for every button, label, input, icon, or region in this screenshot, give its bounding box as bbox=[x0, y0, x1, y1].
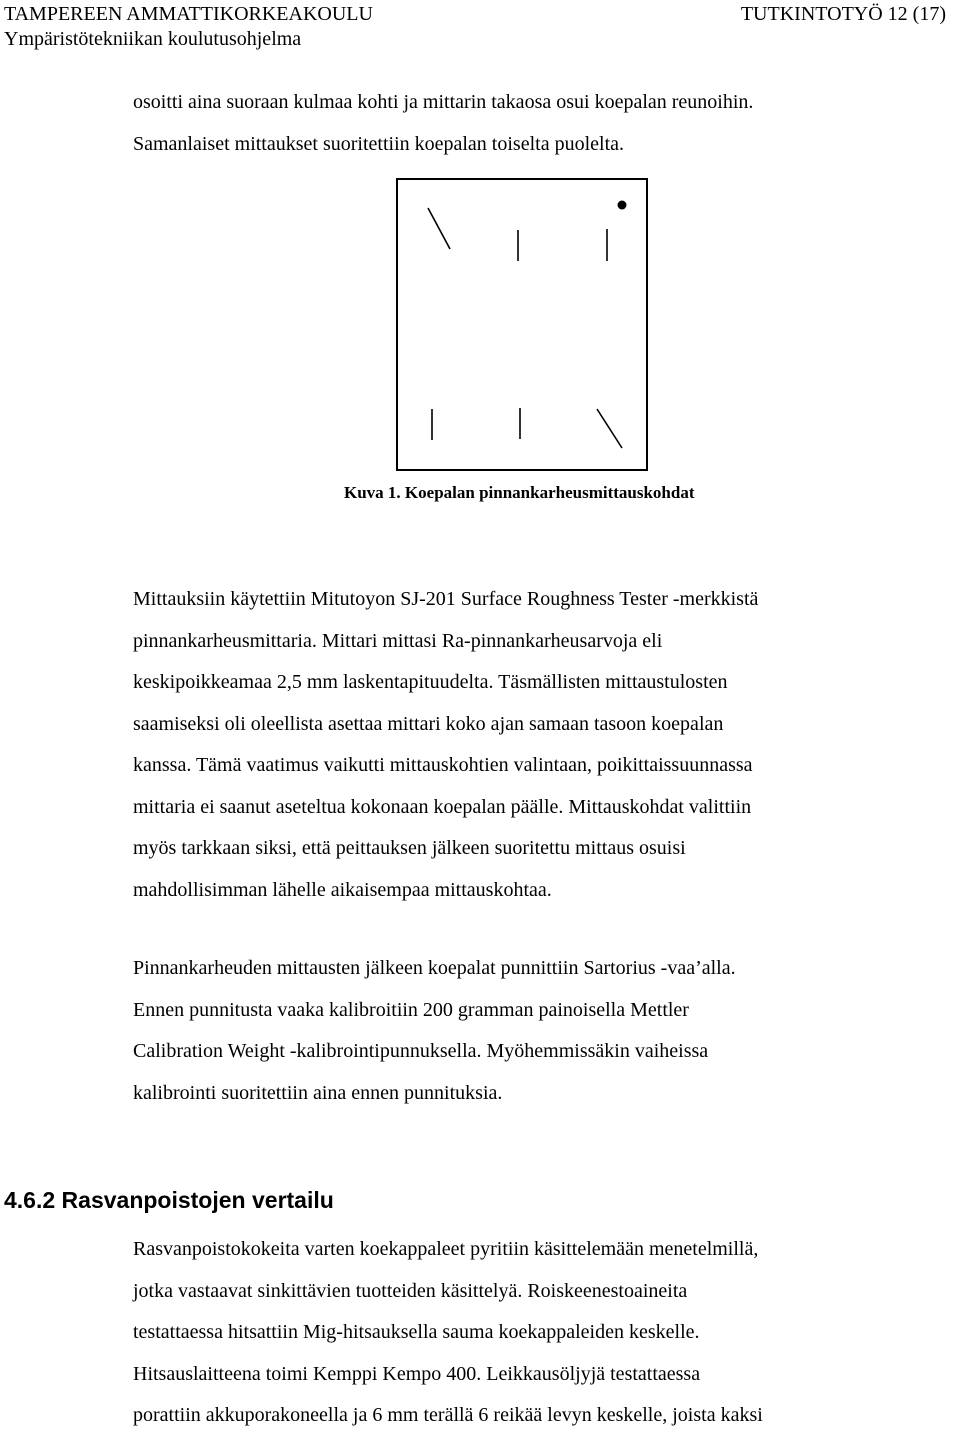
institution-name: TAMPEREEN AMMATTIKORKEAKOULU bbox=[4, 3, 373, 25]
text-line: kanssa. Tämä vaatimus vaikutti mittauskohtien valintaan, poikittaissuunnassa bbox=[133, 754, 753, 776]
text-line: Mittauksiin käytettiin Mitutoyon SJ-201 Surface Roughness Tester -merkkistä bbox=[133, 588, 759, 610]
text-line: Ennen punnitusta vaaka kalibroitiin 200 gramman painoisella Mettler bbox=[133, 998, 689, 1021]
text-line: kalibrointi suoritettiin aina ennen punnituksia. bbox=[133, 1081, 503, 1104]
text-line: jotka vastaavat sinkittävien tuotteiden käsittelyä. Roiskeenestoaineita bbox=[133, 1279, 688, 1302]
text-line: pinnankarheusmittaria. Mittari mittasi Ra-pinnankarheusarvoja eli bbox=[133, 629, 663, 652]
text-line: myös tarkkaan siksi, että peittauksen jälkeen suoritettu mittaus osuisi bbox=[133, 837, 686, 859]
program-name: Ympäristötekniikan koulutusohjelma bbox=[4, 28, 302, 50]
specimen-outline bbox=[397, 179, 647, 470]
paragraph-degreasing-specimens bbox=[133, 1229, 933, 1437]
paragraph-weighing bbox=[133, 948, 933, 1114]
hole-marker bbox=[618, 201, 627, 210]
text-line: osoitti aina suoraan kulmaa kohti ja mittarin takaosa osui koepalan reunoihin. bbox=[133, 91, 754, 113]
text-line: mahdollisimman lähelle aikaisempaa mittauskohtaa. bbox=[133, 878, 552, 901]
text-line: Pinnankarheuden mittausten jälkeen koepalat punnittiin Sartorius -vaa’alla. bbox=[133, 957, 736, 979]
text-line: saamiseksi oli oleellista asettaa mittari koko ajan samaan tasoon koepalan bbox=[133, 712, 724, 735]
text-line: Calibration Weight -kalibrointipunnuksella. Myöhemmissäkin vaiheissa bbox=[133, 1040, 709, 1062]
page-header-right bbox=[741, 2, 946, 27]
section-heading bbox=[4, 1184, 334, 1216]
section-title: Rasvanpoistojen vertailu bbox=[61, 1187, 334, 1213]
text-line: Hitsauslaitteena toimi Kemppi Kempo 400. Leikkausöljyjä testattaessa bbox=[133, 1362, 701, 1385]
text-line: porattiin akkuporakoneella ja 6 mm terällä 6 reikää levyn keskelle, joista kaksi bbox=[133, 1404, 763, 1426]
section-number: 4.6.2 bbox=[4, 1187, 56, 1213]
page-total: (17) bbox=[912, 3, 946, 25]
document-type: TUTKINTOTYÖ bbox=[740, 3, 883, 25]
paragraph-measurement-method bbox=[133, 82, 933, 165]
text-line: keskipoikkeamaa 2,5 mm laskentapituudelta. Täsmällisten mittaustulosten bbox=[133, 671, 728, 693]
text-line: mittaria ei saanut aseteltua kokonaan koepalan päälle. Mittauskohdat valittiin bbox=[133, 795, 752, 818]
page-number: 12 bbox=[887, 3, 908, 25]
paragraph-roughness-tester bbox=[133, 579, 933, 911]
specimen-measurement-points-diagram bbox=[396, 178, 648, 471]
text-line: testattaessa hitsattiin Mig-hitsauksella sauma koekappaleiden keskelle. bbox=[133, 1321, 700, 1343]
page-header-left bbox=[4, 2, 373, 52]
figure-caption: Kuva 1. Koepalan pinnankarheusmittauskohdat bbox=[344, 483, 695, 502]
text-line: Rasvanpoistokokeita varten koekappaleet pyritiin käsittelemään menetelmillä, bbox=[133, 1238, 759, 1260]
text-line: Samanlaiset mittaukset suoritettiin koepalan toiselta puolelta. bbox=[133, 132, 624, 155]
